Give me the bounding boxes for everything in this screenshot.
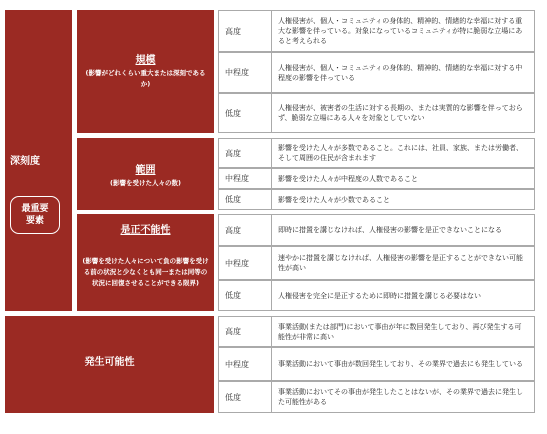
most-important-line1: 最重要: [21, 204, 49, 214]
most-important-badge: [10, 196, 60, 234]
scale-title: 規模: [135, 55, 156, 66]
likelihood-desc-high: 事業活動(または部門)において事由が年に数回発生しており、再び発生する可能性が非常に高い: [271, 316, 535, 347]
irremediability-description: (影響を受けた人々について負の影響を受ける前の状況と少なくとも同一または同等の状況に回復させることができる限界): [82, 257, 209, 287]
scope-desc-high: 影響を受けた人々が多数であること。これには、社員、家族、または労働者、そして周囲の住民が含まれます: [271, 138, 535, 168]
severity-label: 深刻度: [10, 156, 40, 167]
scope-section: [77, 138, 214, 210]
scale-description: (影響がどれくらい重大または深刻であるか): [85, 69, 206, 88]
scope-level-medium: 中程度: [218, 168, 271, 189]
scale-desc-low: 人権侵害が、被害者の生活に対する長期の、または実質的な影響を伴っておらず、脆弱な立場にある人々を対象としていない: [271, 93, 535, 133]
scale-desc-high: 人権侵害が、個人・コミュニティの身体的、精神的、情緒的な幸福に対する重大な影響を伴っている。対象になっているコミュニティが特に脆弱な立場にあると考えられる: [271, 10, 535, 52]
irremediability-level-low: 低度: [218, 280, 271, 311]
scope-level-low: 低度: [218, 189, 271, 210]
likelihood-desc-medium: 事業活動において事由が数回発生しており、その業界で過去にも発生している: [271, 347, 535, 381]
irremediability-desc-low: 人権侵害を完全に是正するために即時に措置を講じる必要はない: [271, 280, 535, 311]
scale-level-high: 高度: [218, 10, 271, 52]
most-important-line2: 要素: [25, 216, 44, 226]
likelihood-desc-low: 事業活動においてその事由が発生したことはないが、その業界で過去に発生した可能性がある: [271, 381, 535, 413]
irremediability-level-high: 高度: [218, 214, 271, 246]
likelihood-level-medium: 中程度: [218, 347, 271, 381]
scale-desc-medium: 人権侵害が、個人・コミュニティの身体的、精神的、情緒的な幸福に対する中程度の影響を伴っている: [271, 52, 535, 93]
irremediability-section: [77, 214, 214, 311]
scale-level-low: 低度: [218, 93, 271, 133]
likelihood-level-high: 高度: [218, 316, 271, 347]
irremediability-title: 是正不能性: [120, 225, 171, 236]
scope-description: (影響を受けた人々の数): [110, 179, 181, 187]
likelihood-level-low: 低度: [218, 381, 271, 413]
irremediability-desc-medium: 速やかに措置を講じなければ、人権侵害の影響を是正することができない可能性が高い: [271, 246, 535, 280]
scope-desc-medium: 影響を受けた人々が中程度の人数であること: [271, 168, 535, 189]
irremediability-level-medium: 中程度: [218, 246, 271, 280]
scope-desc-low: 影響を受けた人々が少数であること: [271, 189, 535, 210]
scale-level-medium: 中程度: [218, 52, 271, 93]
scope-level-high: 高度: [218, 138, 271, 168]
likelihood-section: [5, 316, 214, 413]
scope-title: 範囲: [135, 165, 156, 176]
irremediability-desc-high: 即時に措置を講じなければ、人権侵害の影響を是正できないことになる: [271, 214, 535, 246]
likelihood-title: 発生可能性: [84, 357, 135, 368]
scale-section: [77, 10, 214, 133]
